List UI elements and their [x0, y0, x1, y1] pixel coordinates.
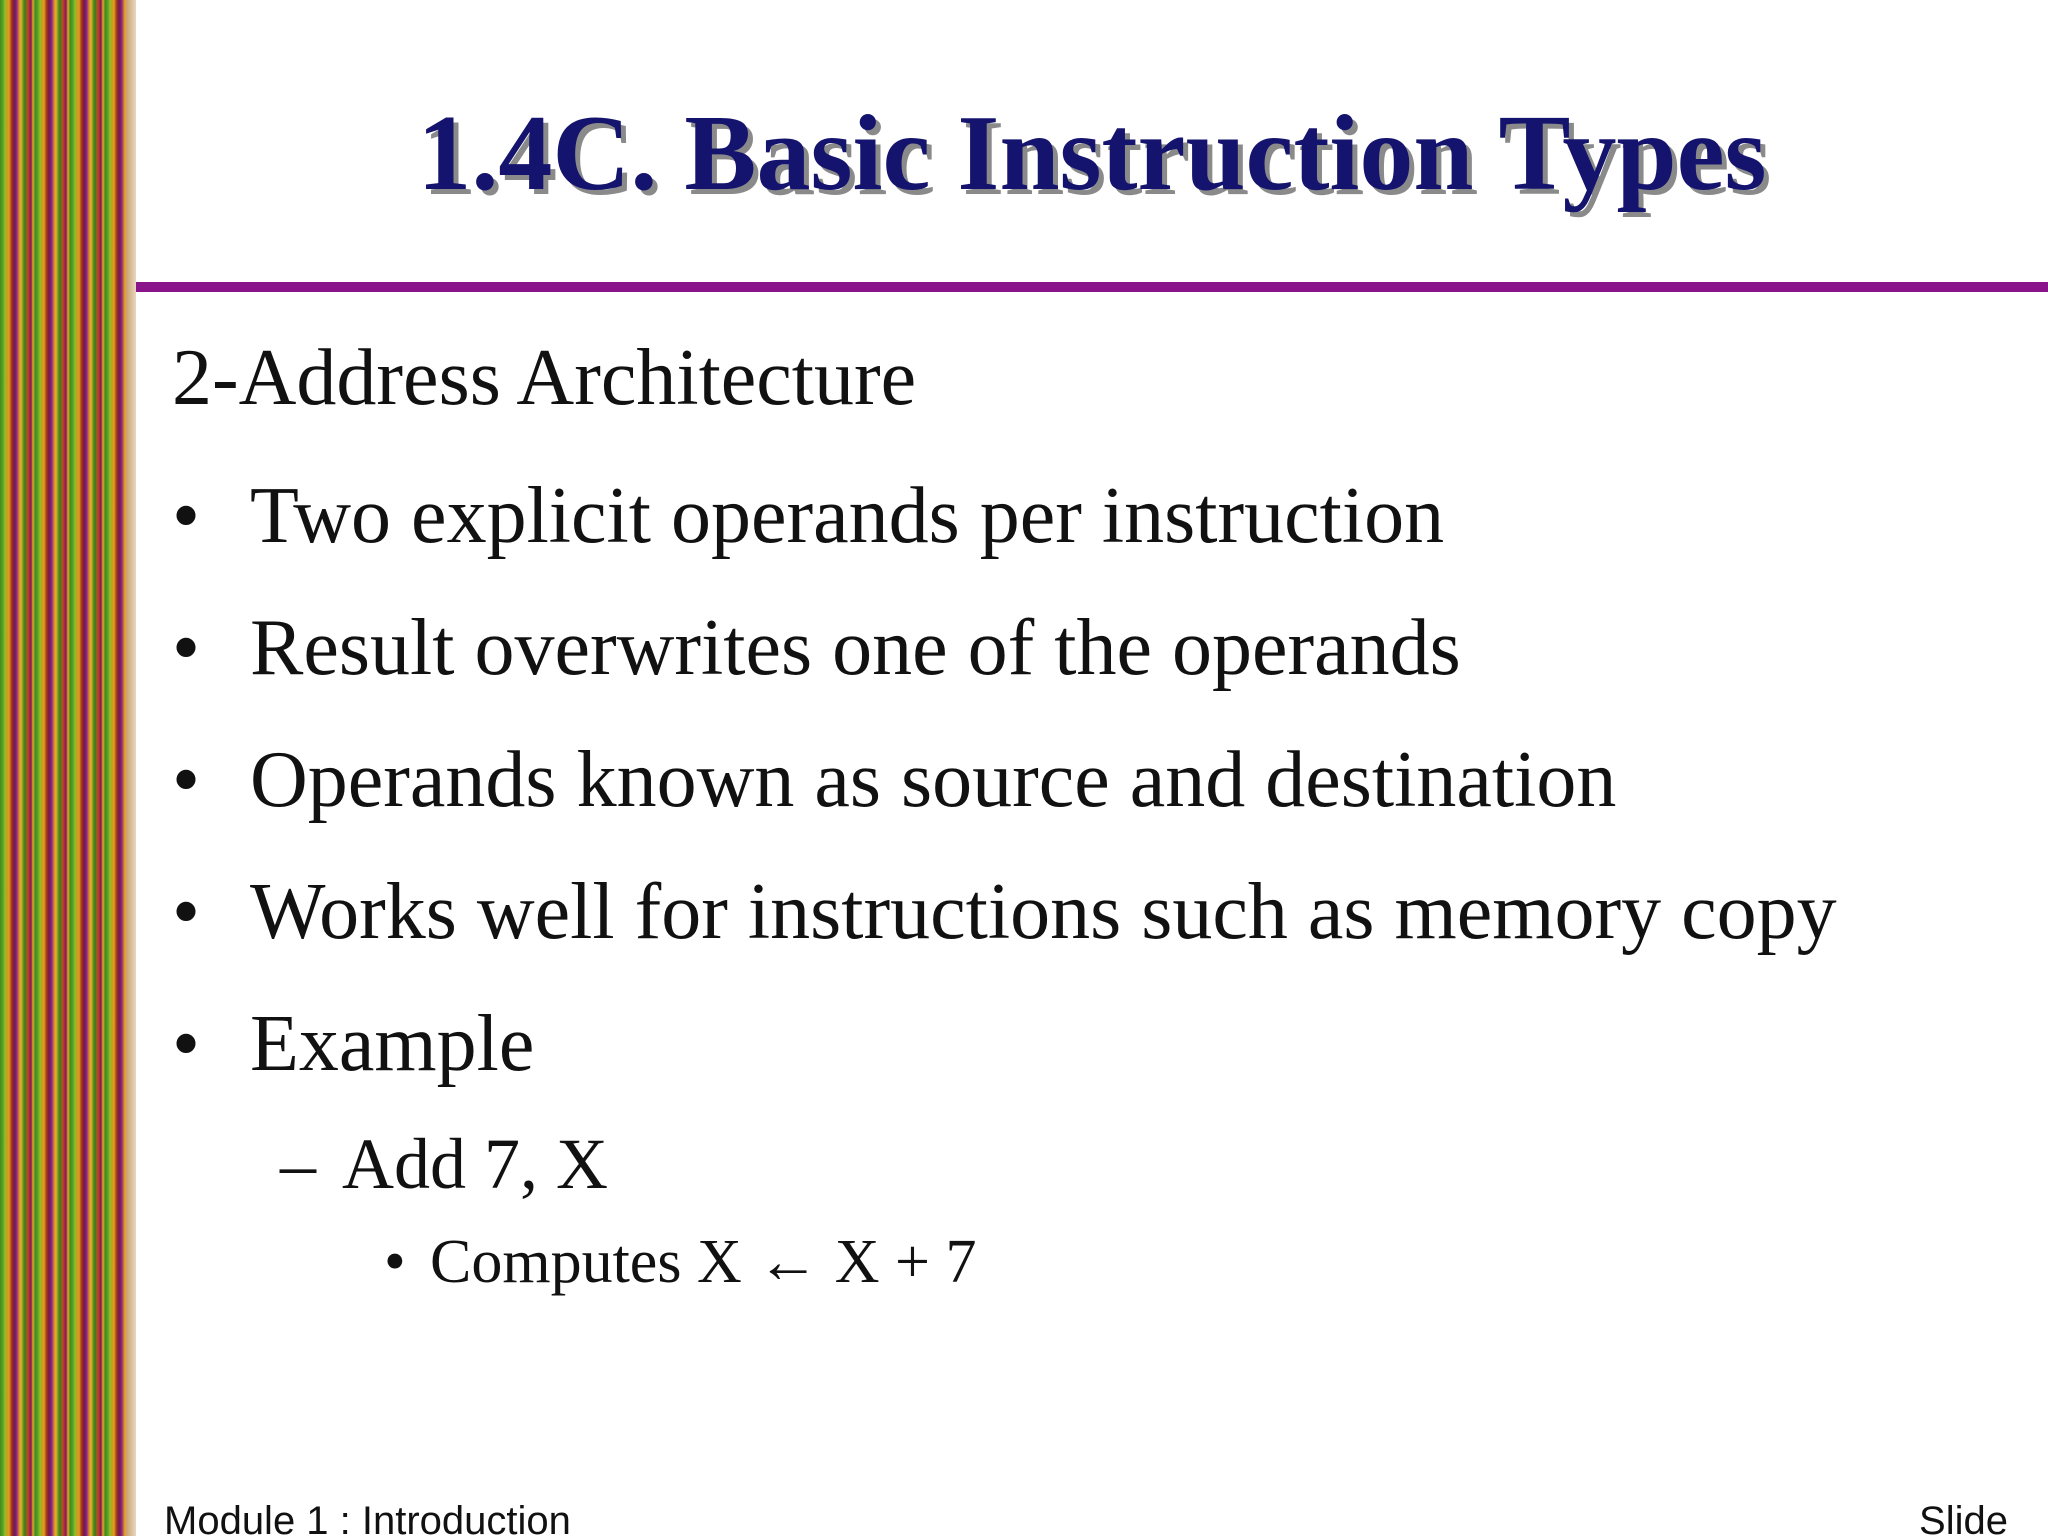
bullet-text: Example: [250, 1000, 535, 1088]
bullet-mark: •: [172, 604, 201, 692]
bullet-text: Operands known as source and destination: [250, 736, 1617, 824]
bullet-mark: •: [172, 1000, 201, 1088]
sub-sub-bullet-item: [172, 1220, 1992, 1304]
section-heading: 2-Address Architecture: [172, 334, 917, 422]
slide-title: 1.4C. Basic Instruction Types: [417, 94, 1767, 213]
bullet-text: Result overwrites one of the operands: [250, 604, 1461, 692]
dash-mark: –: [280, 1124, 316, 1204]
footer-module-label: Module 1 : Introduction: [164, 1499, 571, 1536]
bullet-item: [172, 990, 1992, 1098]
slide-content: [172, 332, 1992, 1304]
bullet-mark: •: [172, 736, 201, 824]
bullet-item: [172, 858, 1992, 966]
bullet-text: Two explicit operands per instruction: [250, 472, 1445, 560]
bullet-mark: •: [384, 1228, 406, 1296]
sub-bullet-text: Add 7, X: [342, 1124, 608, 1204]
sub-bullet-item: [172, 1116, 1992, 1212]
bullet-item: [172, 726, 1992, 834]
bullet-item: [172, 594, 1992, 702]
footer-slide-label: Slide: [1919, 1499, 2008, 1536]
sub-sub-bullet-text: Computes X ← X + 7: [430, 1228, 977, 1296]
bullet-item: [172, 462, 1992, 570]
title-divider: [136, 282, 2048, 292]
bullet-mark: •: [172, 868, 201, 956]
bullet-mark: •: [172, 472, 201, 560]
decorative-stripe-bar: [0, 0, 136, 1536]
bullet-text: Works well for instructions such as memory copy: [250, 868, 1837, 956]
